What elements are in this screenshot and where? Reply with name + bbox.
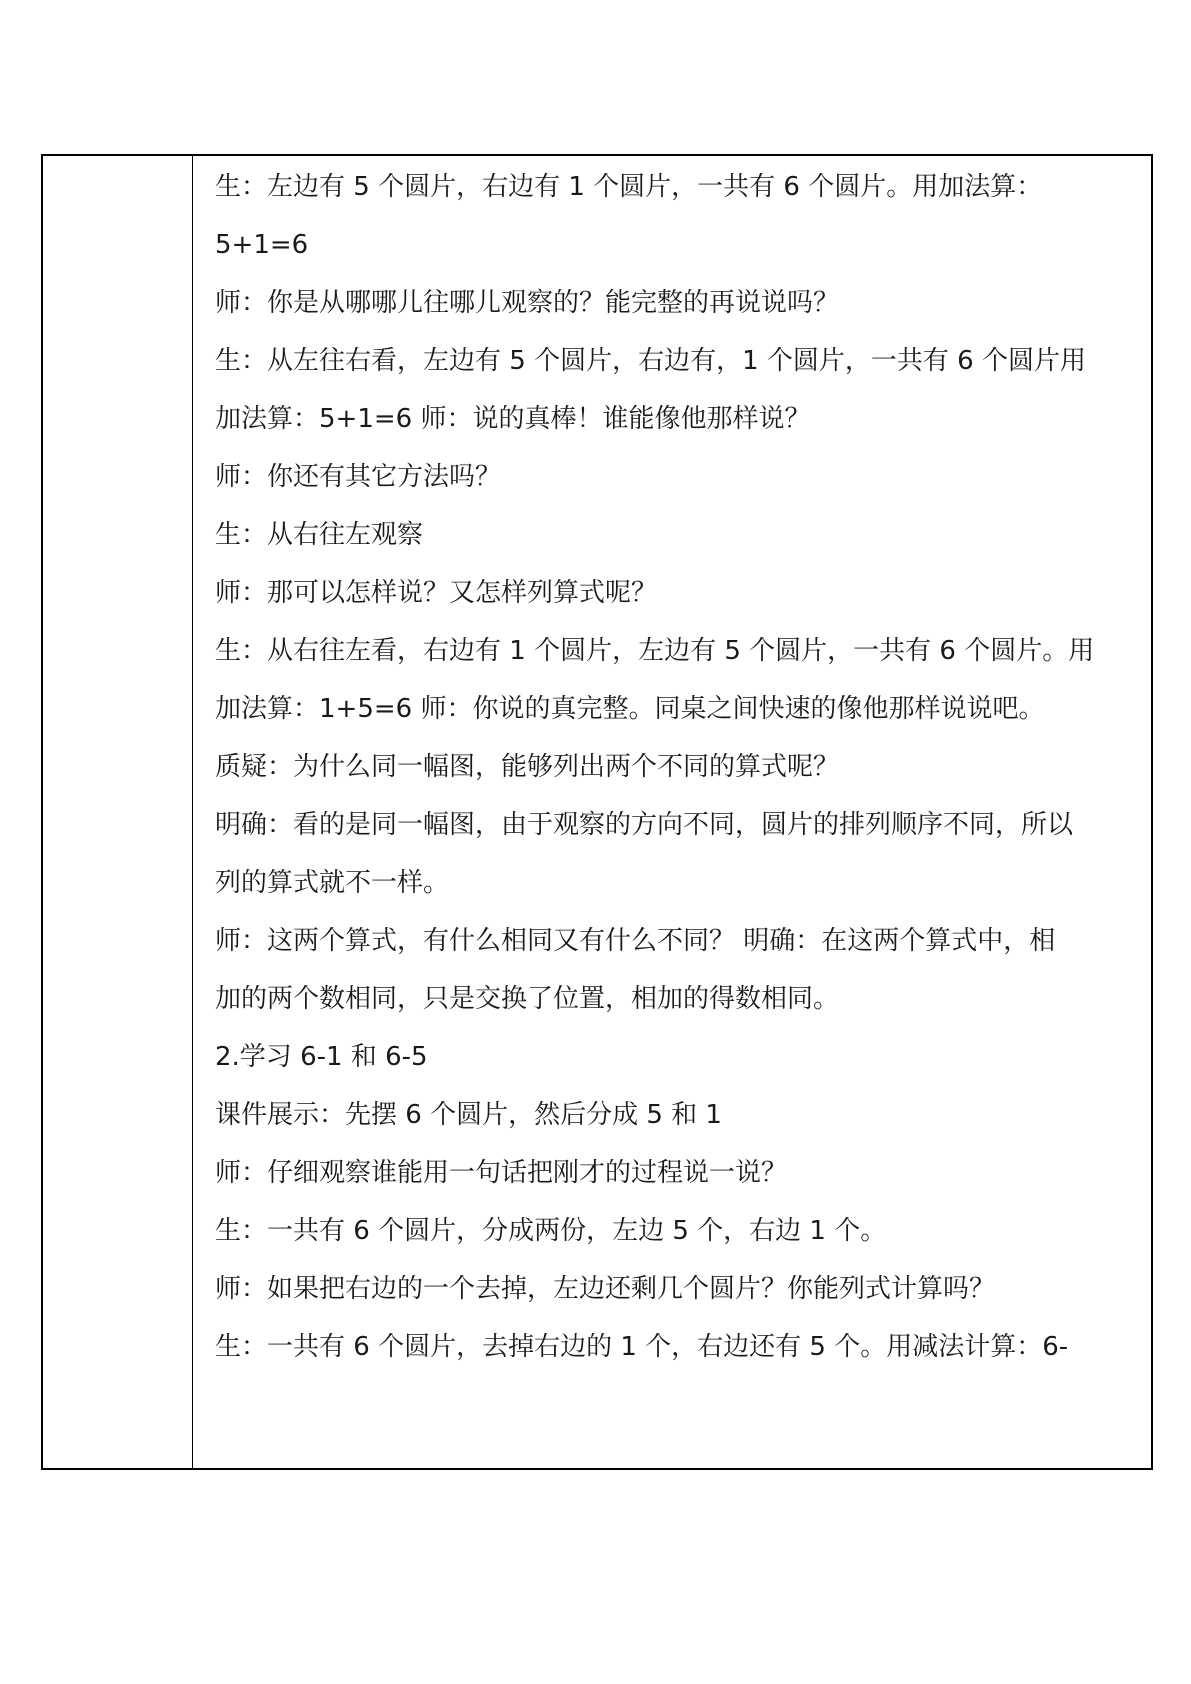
text-line: 生：一共有 6 个圆片，去掉右边的 1 个，右边还有 5 个。用减法计算：6-: [215, 1332, 1069, 1362]
text-line: 生：从左往右看，左边有 5 个圆片，右边有，1 个圆片，一共有 6 个圆片用: [215, 346, 1086, 376]
table-left-cell: [43, 156, 193, 1468]
text-line: 质疑：为什么同一幅图，能够列出两个不同的算式呢？: [215, 752, 840, 782]
text-line: 列的算式就不一样。: [215, 868, 450, 898]
text-line: 课件展示：先摆 6 个圆片，然后分成 5 和 1: [215, 1100, 722, 1130]
text-line: 加的两个数相同，只是交换了位置，相加的得数相同。: [215, 984, 840, 1014]
text-line: 明确：看的是同一幅图，由于观察的方向不同，圆片的排列顺序不同，所以: [215, 810, 1074, 840]
text-line: 师：仔细观察谁能用一句话把刚才的过程说一说？: [215, 1158, 788, 1188]
section-heading: 2.学习 6-1 和 6-5: [215, 1042, 428, 1072]
text-line: 生：从右往左看，右边有 1 个圆片，左边有 5 个圆片，一共有 6 个圆片。用: [215, 636, 1095, 666]
text-line: 师：那可以怎样说？又怎样列算式呢？: [215, 578, 658, 608]
text-line: 加法算：5+1=6 师：说的真棒！谁能像他那样说？: [215, 404, 811, 434]
text-line: 5+1=6: [215, 230, 309, 260]
text-line: 加法算：1+5=6 师：你说的真完整。同桌之间快速的像他那样说说吧。: [215, 694, 1045, 724]
text-line: 生：左边有 5 个圆片，右边有 1 个圆片，一共有 6 个圆片。用加法算：: [215, 172, 1043, 202]
text-line: 师：你还有其它方法吗？: [215, 462, 502, 492]
table-content-cell: [193, 156, 1151, 1468]
text-line: 师：这两个算式，有什么相同又有什么不同？ 明确：在这两个算式中，相: [215, 926, 1056, 956]
lesson-table: [41, 154, 1153, 1470]
text-line: 师：如果把右边的一个去掉，左边还剩几个圆片？你能列式计算吗？: [215, 1274, 996, 1304]
text-line: 师：你是从哪哪儿往哪儿观察的？能完整的再说说吗？: [215, 288, 840, 318]
text-line: 生：从右往左观察: [215, 520, 424, 550]
text-line: 生：一共有 6 个圆片，分成两份，左边 5 个，右边 1 个。: [215, 1216, 887, 1246]
